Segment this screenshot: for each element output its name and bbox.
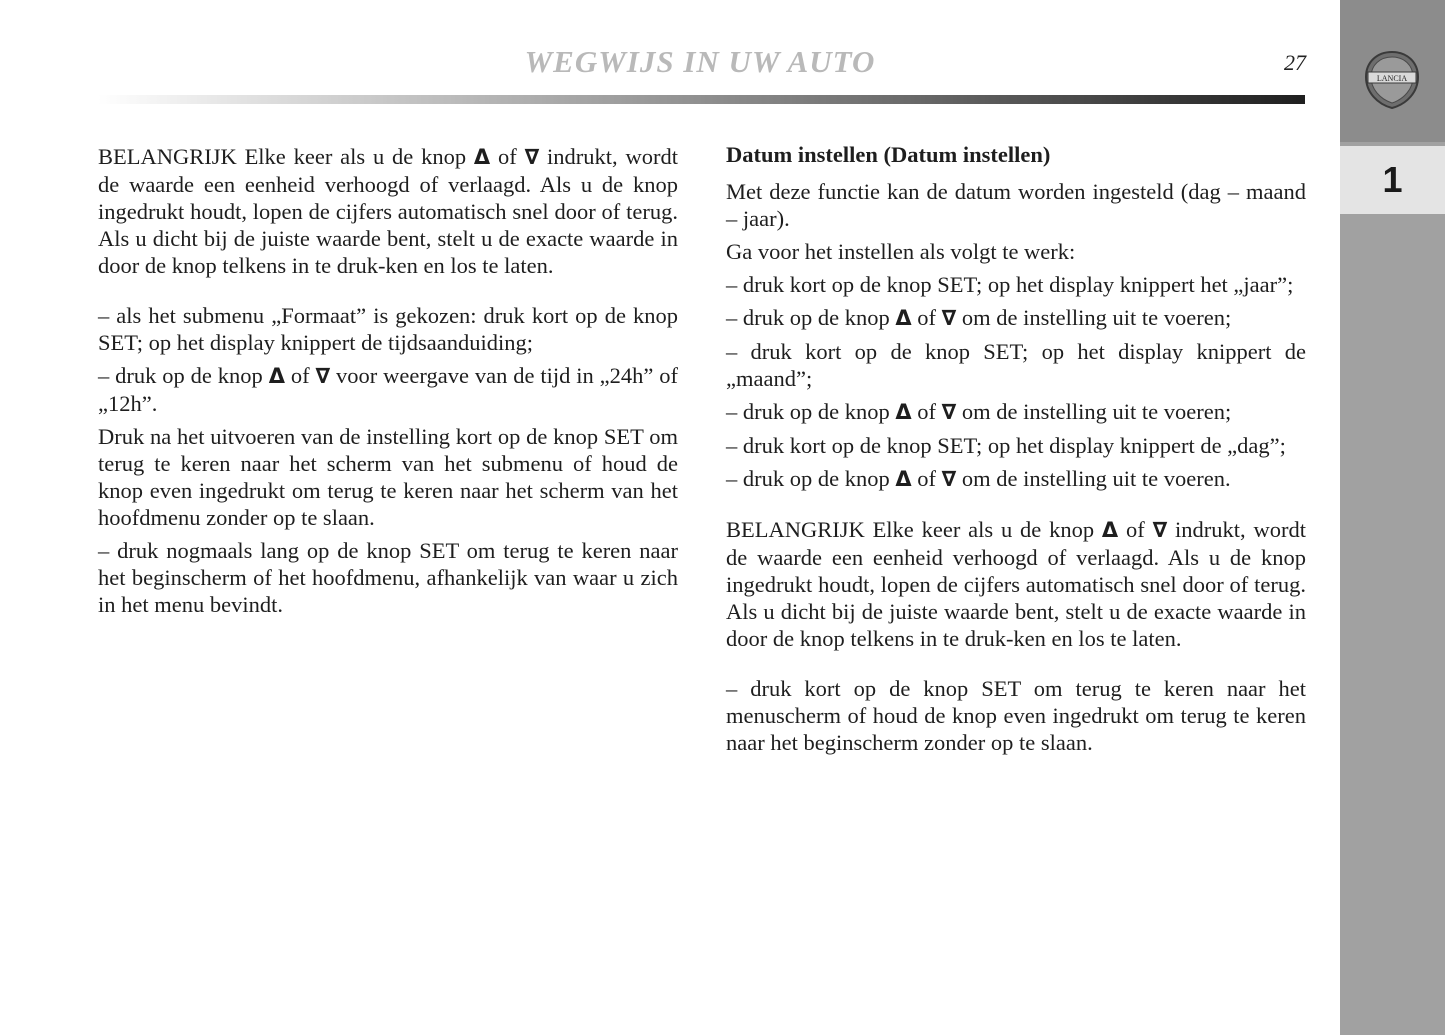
important-note-paragraph: BELANGRIJK Elke keer als u de knop Δ of ∇ indrukt, wordt de waarde een eenheid verhoogd of verlaagd. Als u de knop ingedrukt houdt, lopen de cijfers automatisch snel door of terug. Als u dicht bij de juiste waarde bent, stelt u de exacte waarde in door de knop telkens in te druk-ken en los te laten. <box>726 517 1306 651</box>
down-arrow-icon: ∇ <box>315 364 331 388</box>
paragraph-return-home: – druk nogmaals lang op de knop SET om terug te keren naar het beginscherm of het hoofdmenu, afhankelijk van waar u zich in het menu bevindt. <box>98 538 678 617</box>
paragraph-format-submenu: – als het submenu „Formaat” is gekozen: druk kort op de knop SET; op het display knippert de tijdsaanduiding; <box>98 303 678 355</box>
step-month: – druk kort op de knop SET; op het display knippert de „maand”; <box>726 339 1306 391</box>
down-arrow-icon: ∇ <box>941 306 957 330</box>
lancia-logo-icon <box>1363 50 1421 110</box>
step-adjust-year: – druk op de knop Δ of ∇ om de instelling uit te voeren; <box>726 305 1232 330</box>
up-arrow-icon: Δ <box>895 306 912 330</box>
page-number: 27 <box>1284 50 1306 75</box>
up-arrow-icon: Δ <box>473 145 491 169</box>
step-adjust-day: – druk op de knop Δ of ∇ om de instelling uit te voeren. <box>726 466 1231 491</box>
down-arrow-icon: ∇ <box>941 467 957 491</box>
chapter-tab: 1 <box>1340 146 1445 214</box>
step-year: – druk kort op de knop SET; op het display knippert het „jaar”; <box>726 272 1294 297</box>
running-header-title: WEGWIJS IN UW AUTO <box>524 44 876 79</box>
paragraph-date-function: Met deze functie kan de datum worden ingesteld (dag – maand – jaar). <box>726 179 1306 231</box>
header-rule <box>98 95 1305 104</box>
step-adjust-month: – druk op de knop Δ of ∇ om de instelling uit te voeren; <box>726 399 1232 424</box>
up-arrow-icon: Δ <box>895 400 912 424</box>
svg-text:LANCIA: LANCIA <box>1376 74 1408 83</box>
important-note-paragraph: BELANGRIJK Elke keer als u de knop Δ of ∇ indrukt, wordt de waarde een eenheid verhoogd of verlaagd. Als u de knop ingedrukt houdt, lopen de cijfers automatisch snel door of terug. Als u dicht bij de juiste waarde bent, stelt u de exacte waarde in door de knop telkens in te druk-ken en los te laten. <box>98 144 678 278</box>
side-strip <box>1340 0 1445 1035</box>
down-arrow-icon: ∇ <box>524 145 540 169</box>
right-column <box>726 141 1306 762</box>
up-arrow-icon: Δ <box>268 364 285 388</box>
paragraph-return-submenu: Druk na het uitvoeren van de instelling kort op de knop SET om terug te keren naar het scherm van het submenu of houd de knop even ingedrukt om terug te keren naar het scherm van het hoofdmenu zonder op te slaan. <box>98 424 678 530</box>
up-arrow-icon: Δ <box>1101 518 1119 542</box>
side-strip-top <box>1340 0 1445 142</box>
paragraph-24h-12h: – druk op de knop Δ of ∇ voor weergave van de tijd in „24h” of „12h”. <box>98 363 679 416</box>
down-arrow-icon: ∇ <box>941 400 957 424</box>
section-heading: Datum instellen (Datum instellen) <box>726 142 1051 167</box>
left-column <box>98 143 678 624</box>
up-arrow-icon: Δ <box>895 467 912 491</box>
paragraph-steps-intro: Ga voor het instellen als volgt te werk: <box>726 239 1076 264</box>
paragraph-return-menu: – druk kort op de knop SET om terug te keren naar het menuscherm of houd de knop even ingedrukt om terug te keren naar het beginscherm zonder op te slaan. <box>726 676 1306 755</box>
down-arrow-icon: ∇ <box>1152 518 1168 542</box>
step-day: – druk kort op de knop SET; op het display knippert de „dag”; <box>726 433 1286 458</box>
